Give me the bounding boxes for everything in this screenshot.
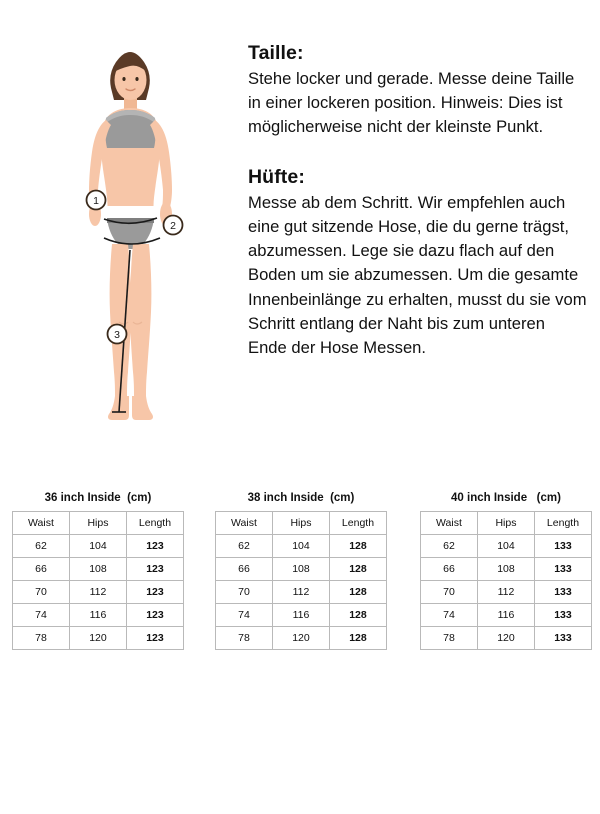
female-figure-icon	[20, 22, 240, 442]
size-table-38-title: 38 inch Inside (cm)	[247, 492, 355, 504]
marker-3-icon	[108, 325, 127, 344]
cell-length: 128	[329, 604, 386, 627]
cell-hips: 104	[69, 535, 126, 558]
cell-length: 128	[329, 535, 386, 558]
svg-text:1: 1	[93, 195, 99, 207]
table-row	[216, 604, 387, 627]
cell-hips: 116	[272, 604, 329, 627]
cell-length: 133	[534, 581, 591, 604]
table-row	[421, 581, 592, 604]
cell-length: 133	[534, 627, 591, 650]
cell-hips: 112	[272, 581, 329, 604]
column-header-hips: Hips	[69, 512, 126, 535]
column-header-waist: Waist	[421, 512, 478, 535]
cell-waist: 70	[421, 581, 478, 604]
cell-waist: 78	[216, 627, 273, 650]
cell-waist: 78	[421, 627, 478, 650]
table-row	[13, 604, 184, 627]
table-row	[13, 627, 184, 650]
cell-length: 128	[329, 558, 386, 581]
instructions-column	[248, 42, 588, 360]
cell-hips: 112	[477, 581, 534, 604]
table-row	[13, 558, 184, 581]
cell-hips: 112	[69, 581, 126, 604]
cell-length: 123	[126, 558, 183, 581]
column-header-waist: Waist	[216, 512, 273, 535]
cell-waist: 70	[13, 581, 70, 604]
column-header-length: Length	[329, 512, 386, 535]
svg-text:2: 2	[170, 220, 176, 232]
size-tables	[0, 492, 600, 662]
table-row	[13, 581, 184, 604]
column-header-hips: Hips	[477, 512, 534, 535]
size-table-40-title: 40 inch Inside (cm)	[451, 492, 561, 504]
table-row	[216, 627, 387, 650]
cell-waist: 78	[13, 627, 70, 650]
waist-instruction-text: Stehe locker und gerade. Messe deine Taille in einer lockeren position. Hinweis: Dies ist möglicherweise nicht der kleinste Punkt.	[248, 69, 575, 137]
cell-waist: 66	[13, 558, 70, 581]
cell-hips: 108	[477, 558, 534, 581]
cell-hips: 120	[272, 627, 329, 650]
section-divider	[248, 140, 588, 166]
table-row	[216, 535, 387, 558]
cell-hips: 104	[272, 535, 329, 558]
cell-length: 123	[126, 581, 183, 604]
table-row	[13, 535, 184, 558]
waist-heading: Taille:	[248, 42, 304, 64]
cell-length: 123	[126, 535, 183, 558]
cell-waist: 74	[216, 604, 273, 627]
svg-text:3: 3	[114, 329, 120, 341]
cell-waist: 66	[216, 558, 273, 581]
table-header-row	[216, 512, 387, 535]
table-row	[216, 558, 387, 581]
table	[215, 511, 387, 650]
cell-length: 133	[534, 558, 591, 581]
cell-hips: 104	[477, 535, 534, 558]
table-row	[421, 627, 592, 650]
cell-waist: 74	[13, 604, 70, 627]
cell-length: 133	[534, 535, 591, 558]
table	[12, 511, 184, 650]
size-table-40	[420, 492, 592, 650]
body-measurement-illustration	[20, 22, 240, 442]
size-table-36-title: 36 inch Inside (cm)	[44, 492, 152, 504]
size-table-38	[215, 492, 387, 650]
table-header-row	[13, 512, 184, 535]
cell-waist: 66	[421, 558, 478, 581]
marker-2-icon	[164, 216, 183, 235]
table-row	[216, 581, 387, 604]
marker-1-icon	[87, 191, 106, 210]
cell-hips: 116	[69, 604, 126, 627]
hip-instruction-text: Messe ab dem Schritt. Wir empfehlen auch eine gut sitzende Hose, die du gerne trägst, abzumessen. Lege sie dazu flach auf den Boden um sie abzumessen. Um die gesamte Innenbeinlänge zu erhalten, musst du sie vom Schritt entlang der Naht bis zum unteren Ende der Hose Messen.	[248, 192, 587, 357]
table-row	[421, 535, 592, 558]
cell-length: 128	[329, 581, 386, 604]
column-header-length: Length	[534, 512, 591, 535]
table-row	[421, 604, 592, 627]
cell-waist: 62	[13, 535, 70, 558]
cell-hips: 116	[477, 604, 534, 627]
table	[420, 511, 592, 650]
cell-length: 133	[534, 604, 591, 627]
cell-length: 128	[329, 627, 386, 650]
cell-length: 123	[126, 604, 183, 627]
column-header-hips: Hips	[272, 512, 329, 535]
cell-hips: 108	[272, 558, 329, 581]
cell-waist: 62	[216, 535, 273, 558]
table-row	[421, 558, 592, 581]
cell-length: 123	[126, 627, 183, 650]
cell-waist: 62	[421, 535, 478, 558]
size-table-36	[12, 492, 184, 650]
table-header-row	[421, 512, 592, 535]
cell-hips: 120	[69, 627, 126, 650]
cell-waist: 74	[421, 604, 478, 627]
column-header-length: Length	[126, 512, 183, 535]
cell-waist: 70	[216, 581, 273, 604]
hip-heading: Hüfte:	[248, 165, 305, 188]
cell-hips: 108	[69, 558, 126, 581]
column-header-waist: Waist	[13, 512, 70, 535]
cell-hips: 120	[477, 627, 534, 650]
